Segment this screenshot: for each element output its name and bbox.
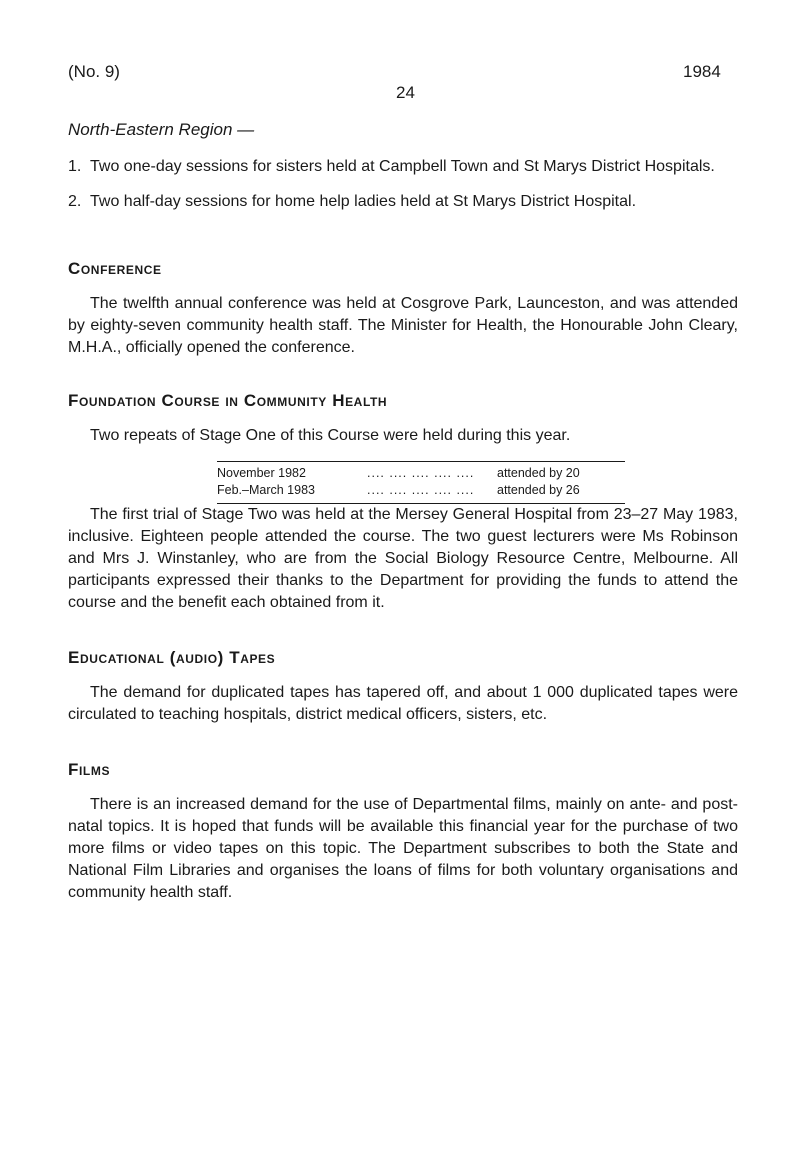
region-title: North-Eastern Region —: [68, 120, 255, 139]
table-cell-leader-dots: .... .... .... .... ....: [367, 466, 475, 480]
stage-two-trial-paragraph: The first trial of Stage Two was held at the Mersey General Hospital from 23–27 May 1983, inclusive. Eighteen people attended the course. The two guest lecturers were Ms Robinson and Mrs J. Winstanley, who are from the Social Biology Resource Centre, Melbourne. All participants expressed their thanks to the Department for providing the funds to attend the course and the benefit each obtained from it.: [68, 506, 738, 611]
table-row: [217, 465, 625, 482]
page-number: 24: [396, 83, 415, 102]
educational-tapes-section: [68, 648, 738, 726]
list-item: [68, 156, 738, 178]
films-paragraph: There is an increased demand for the use of Departmental films, mainly on ante- and post-natal topics. It is hoped that funds will be available this financial year for the purchase of two more films or video tapes on this topic. The Department subscribes to both the State and National Film Libraries and organises the loans of films for both voluntary organisations and community health staff.: [68, 796, 738, 901]
foundation-course-heading: Foundation Course in Community Health: [68, 391, 388, 410]
table-cell-period: Feb.–March 1983: [217, 483, 315, 497]
films-section: [68, 760, 738, 904]
list-item-number: 2.: [68, 193, 82, 210]
foundation-course-section: [68, 391, 738, 614]
table-cell-attendance: attended by 26: [497, 483, 580, 497]
list-item-text: Two half-day sessions for home help ladies held at St Marys District Hospital.: [90, 193, 637, 210]
publication-year: 1984: [683, 62, 721, 81]
educational-tapes-paragraph: The demand for duplicated tapes has tapered off, and about 1 000 duplicated tapes were circulated to teaching hospitals, district medical officers, sisters, etc.: [68, 684, 738, 723]
region-session-list: [68, 156, 738, 213]
table-cell-leader-dots: .... .... .... .... ....: [367, 483, 475, 497]
table-cell-period: November 1982: [217, 466, 306, 480]
list-item: [68, 191, 738, 213]
films-heading: Films: [68, 760, 111, 779]
series-number: (No. 9): [68, 62, 120, 81]
conference-section: [68, 259, 738, 359]
table-cell-attendance: attended by 20: [497, 466, 580, 480]
conference-heading: Conference: [68, 259, 162, 278]
list-item-number: 1.: [68, 158, 82, 175]
attendance-table: [217, 461, 625, 504]
region-section: [68, 120, 738, 213]
conference-paragraph: The twelfth annual conference was held at Cosgrove Park, Launceston, and was attended by eighty-seven community health staff. The Minister for Health, the Honourable John Cleary, M.H.A., officially opened the conference.: [68, 295, 738, 356]
educational-tapes-heading: Educational (audio) Tapes: [68, 648, 276, 667]
foundation-course-intro: Two repeats of Stage One of this Course were held during this year.: [90, 427, 571, 444]
list-item-text: Two one-day sessions for sisters held at Campbell Town and St Marys District Hospitals.: [90, 158, 715, 175]
table-row: [217, 482, 625, 499]
page-content: [68, 120, 738, 904]
